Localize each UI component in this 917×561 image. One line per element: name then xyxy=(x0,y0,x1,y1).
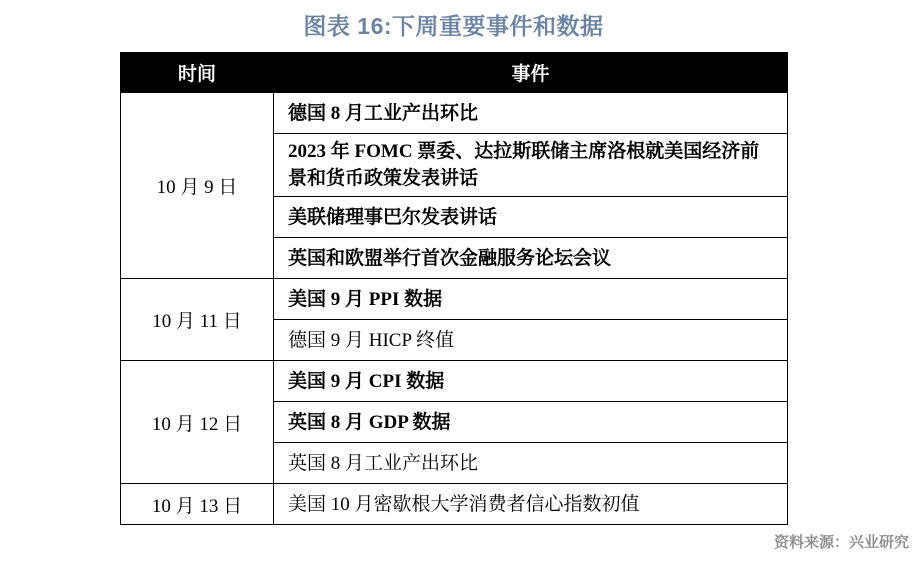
event-cell: 德国 9 月 HICP 终值 xyxy=(274,320,788,361)
table-row xyxy=(121,361,788,402)
header-event: 事件 xyxy=(274,53,788,93)
table-row xyxy=(121,279,788,320)
source-note: 资料来源：兴业研究 xyxy=(773,534,909,551)
event-cell: 英国 8 月 GDP 数据 xyxy=(274,402,788,443)
event-cell: 美国 9 月 PPI 数据 xyxy=(274,279,788,320)
date-cell: 10 月 11 日 xyxy=(121,279,274,361)
event-cell: 美联储理事巴尔发表讲话 xyxy=(274,197,788,238)
date-cell: 10 月 12 日 xyxy=(121,361,274,484)
event-cell: 2023 年 FOMC 票委、达拉斯联储主席洛根就美国经济前景和货币政策发表讲话 xyxy=(274,134,788,197)
date-cell: 10 月 9 日 xyxy=(121,93,274,279)
table-row xyxy=(121,93,788,134)
header-time: 时间 xyxy=(121,53,274,93)
event-cell: 德国 8 月工业产出环比 xyxy=(274,93,788,134)
events-table xyxy=(120,52,788,525)
event-cell: 美国 9 月 CPI 数据 xyxy=(274,361,788,402)
table-header-row xyxy=(121,53,788,93)
page-title: 图表 16:下周重要事件和数据 xyxy=(303,13,604,39)
event-cell: 英国 8 月工业产出环比 xyxy=(274,443,788,484)
table-row xyxy=(121,484,788,525)
event-cell: 美国 10 月密歇根大学消费者信心指数初值 xyxy=(274,484,788,525)
date-cell: 10 月 13 日 xyxy=(121,484,274,525)
event-cell: 英国和欧盟举行首次金融服务论坛会议 xyxy=(274,238,788,279)
